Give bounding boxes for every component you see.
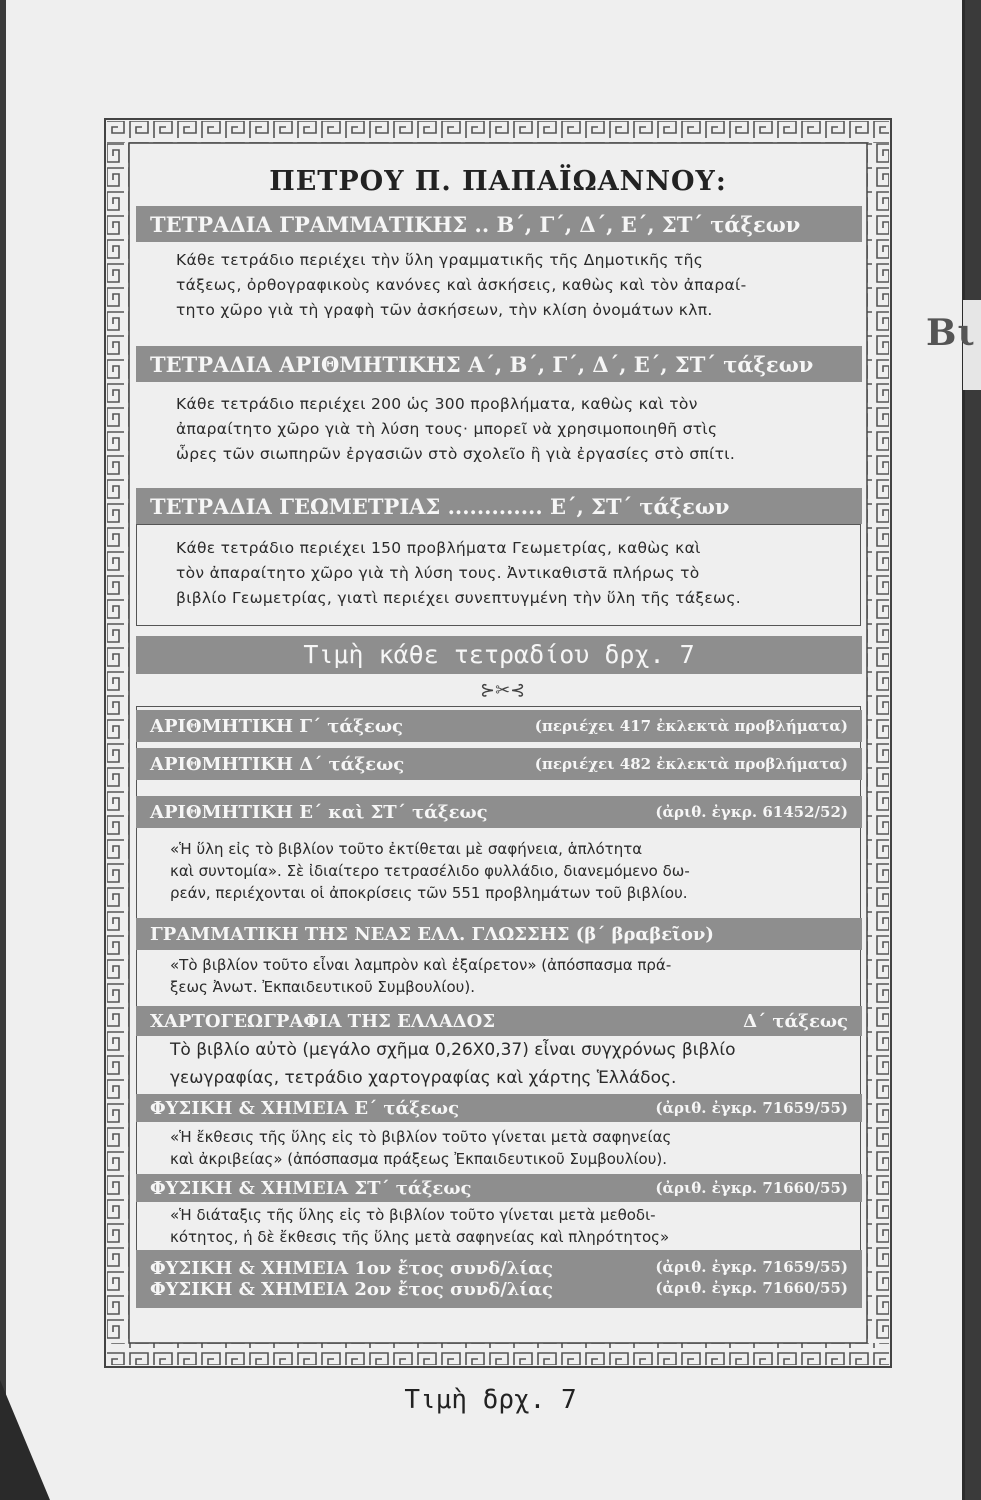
text-line: «Ἡ διάταξις τῆς ὕλης εἰς τὸ βιβλίον τοῦτο γίνεται μετὰ μεθοδι- [170,1206,656,1224]
text-line: «Ἡ ὕλη εἰς τὸ βιβλίον τοῦτο ἐκτίθεται μὲ σαφήνεια, ἁπλότητα [170,840,643,858]
book-note: Δ΄ τάξεως [743,1010,848,1032]
physics-6-description [170,1204,850,1248]
book-title: ΑΡΙΘΜΗΤΙΚΗ Δ΄ τάξεως [150,753,405,775]
text-line: κότητος, ἡ δὲ ἔκθεσις τῆς ὕλης μετὰ σαφηνείας καὶ πληρότητος» [170,1228,670,1246]
book-bar-arithmetic-5-6 [136,796,862,828]
text-line: Κάθε τετράδιο περιέχει 200 ὡς 300 προβλήματα, καθὼς καὶ τὸν [176,395,698,413]
book-title: ΦΥΣΙΚΗ & ΧΗΜΕΙΑ 2ον ἔτος συνδ/λίας [150,1279,553,1300]
book-bar-physics-5 [136,1094,862,1122]
book-bar-gymnasium-physics [136,1250,862,1308]
cartography-description [170,1036,850,1092]
text-line: «Ἡ ἔκθεσις τῆς ὕλης εἰς τὸ βιβλίον τοῦτο γίνεται μετὰ σαφηνείας [170,1128,672,1146]
text-line: τητο χῶρο γιὰ τὴ γραφὴ τῶν ἀσκήσεων, τὴν κλίση ὀνομάτων κλπ. [176,301,713,319]
book-note: (ἀριθ. ἐγκρ. 61452/52) [655,803,848,821]
book-bar-arithmetic-4 [136,748,862,780]
text-line: «Τὸ βιβλίον τοῦτο εἶναι λαμπρὸν καὶ ἐξαίρετον» (ἀπόσπασμα πρά- [170,956,672,974]
section-bar-geometry-notebooks [136,488,862,524]
book-title: ΓΡΑΜΜΑΤΙΚΗ ΤΗΣ ΝΕΑΣ ΕΛΛ. ΓΛΩΣΣΗΣ (β΄ βραβεῖον) [150,923,714,945]
gymnasium-row-2 [150,1279,848,1300]
arithmetic-description [170,838,850,904]
book-note: (ἀριθ. ἐγκρ. 71659/55) [655,1099,848,1117]
grammar-notebooks-text [176,248,836,323]
book-bar-cartography [136,1006,862,1036]
text-line: Τὸ βιβλίο αὐτὸ (μεγάλο σχῆμα 0,26Χ0,37) εἶναι συγχρόνως βιβλίο [170,1040,736,1060]
text-line: ὧρες τῶν σιωπηρῶν ἐργασιῶν στὸ σχολεῖο ἢ γιὰ ἐργασίες στὸ σπίτι. [176,445,736,463]
book-bar-grammar [136,918,862,950]
book-note: (ἀριθ. ἐγκρ. 71660/55) [655,1179,848,1197]
book-title: ΑΡΙΘΜΗΤΙΚΗ Ε΄ καὶ ΣΤ΄ τάξεως [150,801,488,823]
text-line: Κάθε τετράδιο περιέχει τὴν ὕλη γραμματικῆς τῆς Δημοτικῆς τῆς [176,251,704,269]
bar-label: ΤΕΤΡΑΔΙΑ ΓΕΩΜΕΤΡΙΑΣ ............. Ε΄, ΣΤ΄ τάξεων [150,493,730,519]
book-title: ΦΥΣΙΚΗ & ΧΗΜΕΙΑ 1ον ἔτος συνδ/λίας [150,1258,553,1279]
section-bar-grammar-notebooks [136,206,862,242]
side-label: Βι [926,312,976,354]
text-line: ἀπαραίτητο χῶρο γιὰ τὴ λύση τους· μπορεῖ νὰ χρησιμοποιηθῆ στὶς [176,420,718,438]
geometry-box-outline [136,524,861,626]
book-title: ΦΥΣΙΚΗ & ΧΗΜΕΙΑ Ε΄ τάξεως [150,1097,460,1119]
book-title: ΦΥΣΙΚΗ & ΧΗΜΕΙΑ ΣΤ΄ τάξεως [150,1177,472,1199]
text-line: ξεως Ἀνωτ. Ἐκπαιδευτικοῦ Συμβουλίου). [170,978,475,996]
arithmetic-notebooks-text [176,392,836,467]
text-line: ρεάν, περιέχονται οἱ ἀποκρίσεις τῶν 551 προβλημάτων τοῦ βιβλίου. [170,884,688,902]
text-line: τὸν ἀπαραίτητο χῶρο γιὰ τὴ λύση τους. Ἀντικαθιστᾶ πλήρως τὸ [176,564,700,582]
book-bar-physics-6 [136,1174,862,1202]
page-title: ΠΕΤΡΟΥ Π. ΠΑΠΑΪΩΑΝΝΟΥ: [269,166,727,197]
book-note: (περιέχει 482 ἐκλεκτὰ προβλήματα) [534,755,848,773]
physics-5-description [170,1126,850,1170]
book-note: (περιέχει 417 ἐκλεκτὰ προβλήματα) [534,717,848,735]
book-note: (ἀριθ. ἐγκρ. 71659/55) [655,1258,848,1276]
text-line: γεωγραφίας, τετράδιο χαρτογραφίας καὶ χάρτης Ἑλλάδος. [170,1068,677,1088]
text-line: καὶ ἀκριβείας» (ἀπόσπασμα πράξεως Ἐκπαιδευτικοῦ Συμβουλίου). [170,1150,668,1168]
text-line: βιβλίο Γεωμετρίας, γιατὶ περιέχει συνεπτυγμένη τὴν ὕλη τῆς τάξεως. [176,589,741,607]
book-note: (ἀριθ. ἐγκρ. 71660/55) [655,1279,848,1297]
greek-key-frame [104,118,892,1368]
scissors-ornament-icon: ⊱✂⊰ [480,680,526,701]
book-title: ΑΡΙΘΜΗΤΙΚΗ Γ΄ τάξεως [150,715,403,737]
book-title: ΧΑΡΤΟΓΕΩΓΡΑΦΙΑ ΤΗΣ ΕΛΛΑΔΟΣ [150,1010,496,1032]
cover-price: Τιμὴ δρχ. 7 [404,1385,577,1415]
section-bar-arithmetic-notebooks [136,346,862,382]
text-line: καὶ συντομία». Σὲ ἰδιαίτερο τετρασέλιδο φυλλάδιο, διανεμόμενο δω- [170,862,690,880]
bar-label: ΤΕΤΡΑΔΙΑ ΑΡΙΘΜΗΤΙΚΗΣ Α΄, Β΄, Γ΄, Δ΄, Ε΄, ΣΤ΄ τάξεων [150,351,814,377]
grammar-description [170,954,850,998]
advert-content [130,144,866,1342]
text-line: τάξεως, ὀρθογραφικοὺς κανόνες καὶ ἀσκήσεις, καθὼς καὶ τὸν ἀπαραί- [176,276,747,294]
notebook-price-bar: Τιμὴ κάθε τετραδίου δρχ. 7 [136,636,862,674]
gymnasium-row-1 [150,1258,848,1279]
text-line: Κάθε τετράδιο περιέχει 150 προβλήματα Γεωμετρίας, καθὼς καὶ [176,539,701,557]
bar-label: ΤΕΤΡΑΔΙΑ ΓΡΑΜΜΑΤΙΚΗΣ .. Β΄, Γ΄, Δ΄, Ε΄, ΣΤ΄ τάξεων [150,211,801,237]
book-bar-arithmetic-3 [136,710,862,742]
